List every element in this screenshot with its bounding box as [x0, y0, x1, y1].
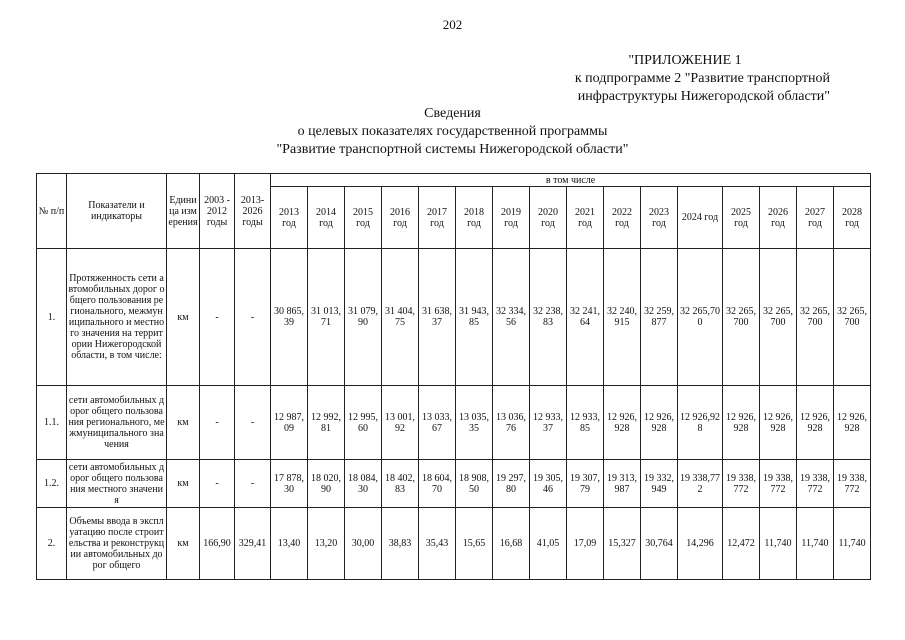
year-value-cell: 17,09 [567, 508, 604, 580]
year-value-cell: 32 241,64 [567, 249, 604, 386]
appendix-line-2: к подпрограмме 2 "Развитие транспортной [574, 71, 830, 86]
year-value-cell: 31 079,90 [345, 249, 382, 386]
year-value-cell: 13 036,76 [493, 386, 530, 460]
year-value-cell: 13 035,35 [456, 386, 493, 460]
year-value-cell: 19 332,949 [641, 460, 678, 508]
header-year: 2014 год [308, 187, 345, 249]
appendix-line-3: инфраструктуры Нижегородской области" [577, 89, 830, 104]
year-value-cell: 19 307,79 [567, 460, 604, 508]
year-value-cell: 15,327 [604, 508, 641, 580]
header-year: 2024 год [678, 187, 723, 249]
header-year: 2020 год [530, 187, 567, 249]
year-value-cell: 32 265,700 [678, 249, 723, 386]
unit-cell: км [167, 249, 200, 386]
table-row [37, 249, 871, 386]
period-2013-2026-value: - [235, 249, 271, 386]
year-value-cell: 12 926,928 [641, 386, 678, 460]
year-value-cell: 31 943,85 [456, 249, 493, 386]
unit-cell: км [167, 508, 200, 580]
period-2003-2012-value: 166,90 [200, 508, 235, 580]
year-value-cell: 12 933,37 [530, 386, 567, 460]
header-no: № п/п [37, 174, 67, 249]
year-value-cell: 31 013,71 [308, 249, 345, 386]
header-year: 2025 год [723, 187, 760, 249]
header-indicator: Показатели и индикаторы [67, 174, 167, 249]
header-year: 2016 год [382, 187, 419, 249]
year-value-cell: 31 638,37 [419, 249, 456, 386]
year-value-cell: 32 265,700 [723, 249, 760, 386]
header-year: 2028 год [834, 187, 871, 249]
row-number: 1. [37, 249, 67, 386]
indicator-name: сети автомобильных дорог общего пользования регионального, межмуниципального значения [67, 386, 167, 460]
year-value-cell: 12 933,85 [567, 386, 604, 460]
year-value-cell: 11,740 [797, 508, 834, 580]
year-value-cell: 19 313,987 [604, 460, 641, 508]
year-value-cell: 18 084,30 [345, 460, 382, 508]
year-value-cell: 13 001,92 [382, 386, 419, 460]
period-2003-2012-value: - [200, 249, 235, 386]
table-header-row [37, 174, 871, 187]
year-value-cell: 12 992,81 [308, 386, 345, 460]
year-value-cell: 18 020,90 [308, 460, 345, 508]
header-year: 2019 год [493, 187, 530, 249]
unit-cell: км [167, 460, 200, 508]
appendix-heading [540, 52, 830, 106]
title-line-2: о целевых показателях государственной программы [297, 124, 608, 139]
table-row [37, 386, 871, 460]
year-value-cell: 18 604,70 [419, 460, 456, 508]
indicator-name: сети автомобильных дорог общего пользования местного значения [67, 460, 167, 508]
year-value-cell: 12 926,928 [723, 386, 760, 460]
page-number: 202 [442, 17, 463, 32]
year-value-cell: 14,296 [678, 508, 723, 580]
year-value-cell: 18 402,83 [382, 460, 419, 508]
year-value-cell: 32 238,83 [530, 249, 567, 386]
year-value-cell: 18 908,50 [456, 460, 493, 508]
year-value-cell: 30,764 [641, 508, 678, 580]
year-value-cell: 38,83 [382, 508, 419, 580]
indicators-table [36, 173, 871, 580]
year-value-cell: 19 338,772 [834, 460, 871, 508]
header-year: 2015 год [345, 187, 382, 249]
year-value-cell: 12 926,928 [678, 386, 723, 460]
year-value-cell: 32 265,700 [834, 249, 871, 386]
year-value-cell: 32 334,56 [493, 249, 530, 386]
year-value-cell: 19 305,46 [530, 460, 567, 508]
period-2003-2012-value: - [200, 386, 235, 460]
year-value-cell: 11,740 [834, 508, 871, 580]
header-year: 2017 год [419, 187, 456, 249]
row-number: 1.1. [37, 386, 67, 460]
year-value-cell: 12,472 [723, 508, 760, 580]
year-value-cell: 12 926,928 [797, 386, 834, 460]
year-value-cell: 32 265,700 [797, 249, 834, 386]
header-period-2003-2012: 2003 - 2012 годы [200, 174, 235, 249]
year-value-cell: 32 265,700 [760, 249, 797, 386]
indicator-name: Протяженность сети автомобильных дорог общего пользования регионального, межмуниципального и местного значения на территории Нижегородской области, в том числе: [67, 249, 167, 386]
period-2013-2026-value: - [235, 386, 271, 460]
title-line-3: "Развитие транспортной системы Нижегородской области" [276, 142, 629, 157]
header-year: 2027 год [797, 187, 834, 249]
header-including: в том числе [271, 174, 871, 187]
year-value-cell: 13,20 [308, 508, 345, 580]
unit-cell: км [167, 386, 200, 460]
document-title [200, 105, 705, 159]
title-line-1: Сведения [424, 106, 481, 121]
header-year: 2022 год [604, 187, 641, 249]
year-value-cell: 12 987,09 [271, 386, 308, 460]
year-value-cell: 11,740 [760, 508, 797, 580]
year-value-cell: 12 926,928 [604, 386, 641, 460]
year-value-cell: 32 240,915 [604, 249, 641, 386]
year-value-cell: 31 404,75 [382, 249, 419, 386]
indicator-name: Объемы ввода в эксплуатацию после строительства и реконструкции автомобильных дорог общего [67, 508, 167, 580]
year-value-cell: 35,43 [419, 508, 456, 580]
header-year: 2023 год [641, 187, 678, 249]
year-value-cell: 12 995,60 [345, 386, 382, 460]
year-value-cell: 32 259,877 [641, 249, 678, 386]
year-value-cell: 30,00 [345, 508, 382, 580]
row-number: 1.2. [37, 460, 67, 508]
period-2003-2012-value: - [200, 460, 235, 508]
year-value-cell: 13,40 [271, 508, 308, 580]
year-value-cell: 19 297,80 [493, 460, 530, 508]
year-value-cell: 41,05 [530, 508, 567, 580]
year-value-cell: 15,65 [456, 508, 493, 580]
header-year: 2018 год [456, 187, 493, 249]
year-value-cell: 12 926,928 [760, 386, 797, 460]
header-year: 2021 год [567, 187, 604, 249]
table-row [37, 508, 871, 580]
header-year: 2013 год [271, 187, 308, 249]
year-value-cell: 19 338,772 [797, 460, 834, 508]
period-2013-2026-value: 329,41 [235, 508, 271, 580]
year-value-cell: 19 338,772 [678, 460, 723, 508]
year-value-cell: 19 338,772 [723, 460, 760, 508]
table-row [37, 460, 871, 508]
row-number: 2. [37, 508, 67, 580]
year-value-cell: 17 878,30 [271, 460, 308, 508]
header-period-2013-2026: 2013-2026 годы [235, 174, 271, 249]
header-year: 2026 год [760, 187, 797, 249]
year-value-cell: 12 926,928 [834, 386, 871, 460]
period-2013-2026-value: - [235, 460, 271, 508]
appendix-line-1: "ПРИЛОЖЕНИЕ 1 [628, 53, 742, 68]
year-value-cell: 30 865,39 [271, 249, 308, 386]
header-unit: Единица измерения [167, 174, 200, 249]
year-value-cell: 16,68 [493, 508, 530, 580]
year-value-cell: 13 033,67 [419, 386, 456, 460]
year-value-cell: 19 338,772 [760, 460, 797, 508]
